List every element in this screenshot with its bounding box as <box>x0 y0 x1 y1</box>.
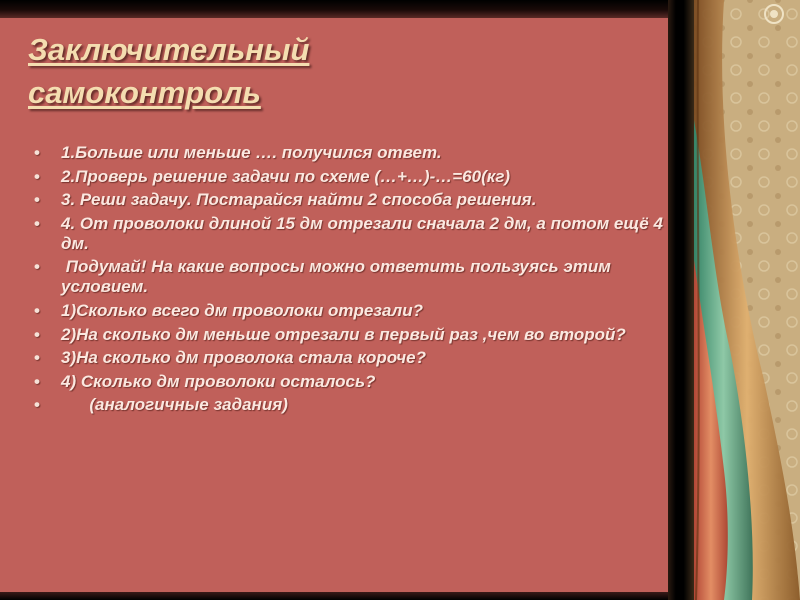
bullet-dot: • <box>34 300 40 320</box>
list-item-text: 2.Проверь решение задачи по схеме (…+…)-…=60(кг) <box>61 166 511 186</box>
top-border <box>0 0 668 18</box>
bottom-border <box>0 592 668 600</box>
list-item <box>34 348 664 368</box>
list-item-text: 1.Больше или меньше …. получился ответ. <box>61 143 442 162</box>
list-item-text: 3. Реши задачу. Постарайся найти 2 способа решения. <box>61 190 537 210</box>
bullet-list <box>34 143 664 419</box>
list-item <box>34 190 664 210</box>
list-item-text: 2)На сколько дм меньше отрезали в первый раз ,чем во второй? <box>61 324 626 344</box>
list-item <box>34 214 664 254</box>
decorative-pattern <box>694 0 800 600</box>
bullet-dot: • <box>34 348 40 368</box>
list-item-text: 4. От проволоки длиной 15 дм отрезали сначала 2 дм, а потом ещё 4 дм. <box>61 213 663 253</box>
slide-title <box>28 28 628 114</box>
vertical-divider <box>668 0 694 600</box>
list-item-text: 3)На сколько дм проволока стала короче? <box>61 348 427 368</box>
decorative-panel <box>694 0 800 600</box>
list-item <box>34 395 664 415</box>
bullet-dot: • <box>34 395 40 415</box>
list-item-text: (аналогичные задания) <box>61 395 288 415</box>
list-item <box>34 301 664 321</box>
list-item <box>34 325 664 345</box>
bullet-dot: • <box>34 324 40 344</box>
bullet-dot: • <box>34 213 40 233</box>
bullet-dot: • <box>34 143 40 162</box>
list-item-text: 1)Сколько всего дм проволоки отрезали? <box>61 300 423 320</box>
slide-title-line-1: Заключительный <box>28 32 310 67</box>
list-item <box>34 257 664 297</box>
list-item-text: Подумай! На какие вопросы можно ответить пользуясь этим условием. <box>61 257 616 297</box>
list-item <box>34 167 664 187</box>
bullet-dot: • <box>34 257 40 277</box>
bullet-dot: • <box>34 371 40 391</box>
list-item <box>34 143 664 163</box>
bullet-dot: • <box>34 166 40 186</box>
list-item <box>34 372 664 392</box>
bullet-dot: • <box>34 190 40 210</box>
list-item-text: 4) Сколько дм проволоки осталось? <box>61 371 376 391</box>
slide-title-line-2: самоконтроль <box>28 75 261 110</box>
